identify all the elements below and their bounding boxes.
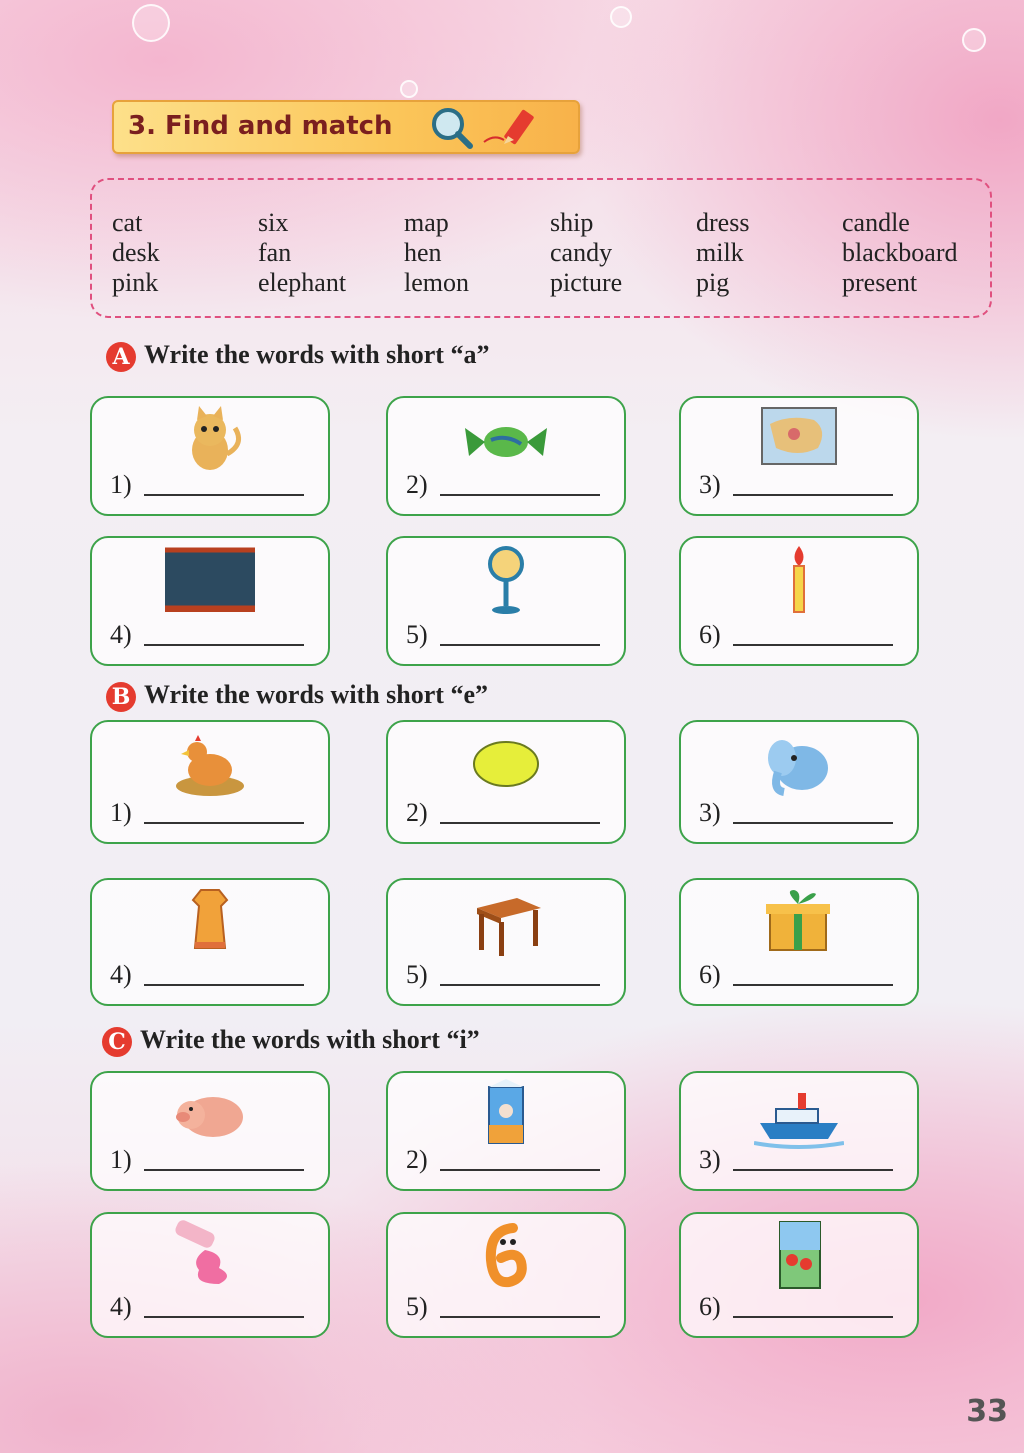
map-icon — [754, 404, 844, 476]
item-number: 2) — [406, 1145, 428, 1174]
word-bank-word: pink — [112, 268, 159, 297]
item-number: 4) — [110, 960, 132, 989]
answer-card — [90, 536, 330, 666]
word-bank-word: six — [258, 208, 289, 237]
item-number: 5) — [406, 620, 428, 649]
answer-blank[interactable] — [144, 494, 304, 496]
item-number: 2) — [406, 798, 428, 827]
answer-blank[interactable] — [144, 1169, 304, 1171]
answer-blank[interactable] — [733, 984, 893, 986]
answer-blank[interactable] — [733, 822, 893, 824]
word-bank-word: map — [404, 208, 449, 237]
answer-blank[interactable] — [440, 1316, 600, 1318]
section-heading — [102, 1025, 480, 1057]
present-icon — [754, 886, 844, 958]
fan-icon — [461, 544, 551, 616]
candle-icon — [754, 544, 844, 616]
magnifier-icon — [428, 104, 478, 150]
section-badge: B — [106, 682, 136, 712]
word-bank-word: pig — [696, 268, 730, 297]
answer-card — [90, 878, 330, 1006]
candy-icon — [461, 404, 551, 476]
item-number: 4) — [110, 1292, 132, 1321]
word-bank-word: dress — [696, 208, 750, 237]
word-bank-column — [112, 208, 160, 298]
item-number: 1) — [110, 798, 132, 827]
answer-blank[interactable] — [144, 984, 304, 986]
answer-card — [386, 396, 626, 516]
answer-card — [679, 1071, 919, 1191]
cat-icon — [165, 404, 255, 476]
answer-blank[interactable] — [440, 1169, 600, 1171]
word-bank-word: lemon — [404, 268, 469, 297]
answer-card — [386, 878, 626, 1006]
answer-card — [386, 536, 626, 666]
answer-blank[interactable] — [733, 494, 893, 496]
answer-card — [386, 1071, 626, 1191]
word-bank-column — [842, 208, 958, 298]
answer-card — [386, 1212, 626, 1338]
answer-blank[interactable] — [144, 822, 304, 824]
pig-icon — [165, 1079, 255, 1151]
item-number: 5) — [406, 1292, 428, 1321]
page-number: 33 — [966, 1394, 1008, 1429]
six-icon — [461, 1220, 551, 1292]
word-bank — [90, 178, 992, 318]
word-bank-word: picture — [550, 268, 623, 297]
bubble-decoration — [132, 4, 170, 42]
section-heading-text: Write the words with short “e” — [144, 680, 488, 709]
answer-blank[interactable] — [440, 822, 600, 824]
bubble-decoration — [400, 80, 418, 98]
word-bank-column — [696, 208, 749, 298]
answer-card — [90, 1212, 330, 1338]
word-bank-column — [258, 208, 346, 298]
answer-blank[interactable] — [733, 644, 893, 646]
answer-card — [679, 878, 919, 1006]
section-heading — [106, 680, 488, 712]
item-number: 6) — [699, 620, 721, 649]
section-badge: A — [106, 342, 136, 372]
answer-blank[interactable] — [733, 1316, 893, 1318]
word-bank-word: blackboard — [842, 238, 958, 267]
word-bank-word: milk — [696, 238, 744, 267]
answer-card — [679, 1212, 919, 1338]
milk-icon — [461, 1079, 551, 1151]
word-bank-word: hen — [404, 238, 442, 267]
word-bank-word: fan — [258, 238, 292, 267]
item-number: 3) — [699, 798, 721, 827]
pencil-icon — [474, 104, 554, 150]
answer-card — [386, 720, 626, 844]
picture-icon — [754, 1220, 844, 1292]
elephant-icon — [754, 728, 844, 800]
exercise-title-bar — [112, 100, 580, 154]
dress-icon — [165, 886, 255, 958]
answer-blank[interactable] — [733, 1169, 893, 1171]
word-bank-column — [550, 208, 622, 298]
answer-card — [90, 1071, 330, 1191]
ship-icon — [754, 1079, 844, 1151]
item-number: 5) — [406, 960, 428, 989]
word-bank-word: candy — [550, 238, 613, 267]
answer-blank[interactable] — [144, 1316, 304, 1318]
item-number: 3) — [699, 470, 721, 499]
item-number: 1) — [110, 1145, 132, 1174]
word-bank-column — [404, 208, 469, 298]
item-number: 2) — [406, 470, 428, 499]
section-badge: C — [102, 1027, 132, 1057]
answer-blank[interactable] — [440, 644, 600, 646]
bubble-decoration — [610, 6, 632, 28]
word-bank-word: candle — [842, 208, 910, 237]
word-bank-word: ship — [550, 208, 594, 237]
answer-blank[interactable] — [440, 984, 600, 986]
word-bank-word: cat — [112, 208, 143, 237]
section-heading-text: Write the words with short “a” — [144, 340, 490, 369]
item-number: 6) — [699, 1292, 721, 1321]
answer-card — [679, 396, 919, 516]
answer-blank[interactable] — [440, 494, 600, 496]
answer-card — [679, 720, 919, 844]
section-heading — [106, 340, 489, 372]
bubble-decoration — [962, 28, 986, 52]
exercise-title: 3. Find and match — [128, 111, 393, 141]
desk-icon — [461, 886, 551, 958]
item-number: 4) — [110, 620, 132, 649]
answer-blank[interactable] — [144, 644, 304, 646]
answer-card — [90, 396, 330, 516]
lemon-icon — [461, 728, 551, 800]
section-heading-text: Write the words with short “i” — [140, 1025, 480, 1054]
answer-card — [679, 536, 919, 666]
hen-icon — [165, 728, 255, 800]
item-number: 6) — [699, 960, 721, 989]
word-bank-word: elephant — [258, 268, 347, 297]
item-number: 3) — [699, 1145, 721, 1174]
answer-card — [90, 720, 330, 844]
blackboard-icon — [165, 544, 255, 616]
word-bank-word: present — [842, 268, 918, 297]
word-bank-word: desk — [112, 238, 160, 267]
item-number: 1) — [110, 470, 132, 499]
pink-paint-icon — [165, 1220, 255, 1292]
